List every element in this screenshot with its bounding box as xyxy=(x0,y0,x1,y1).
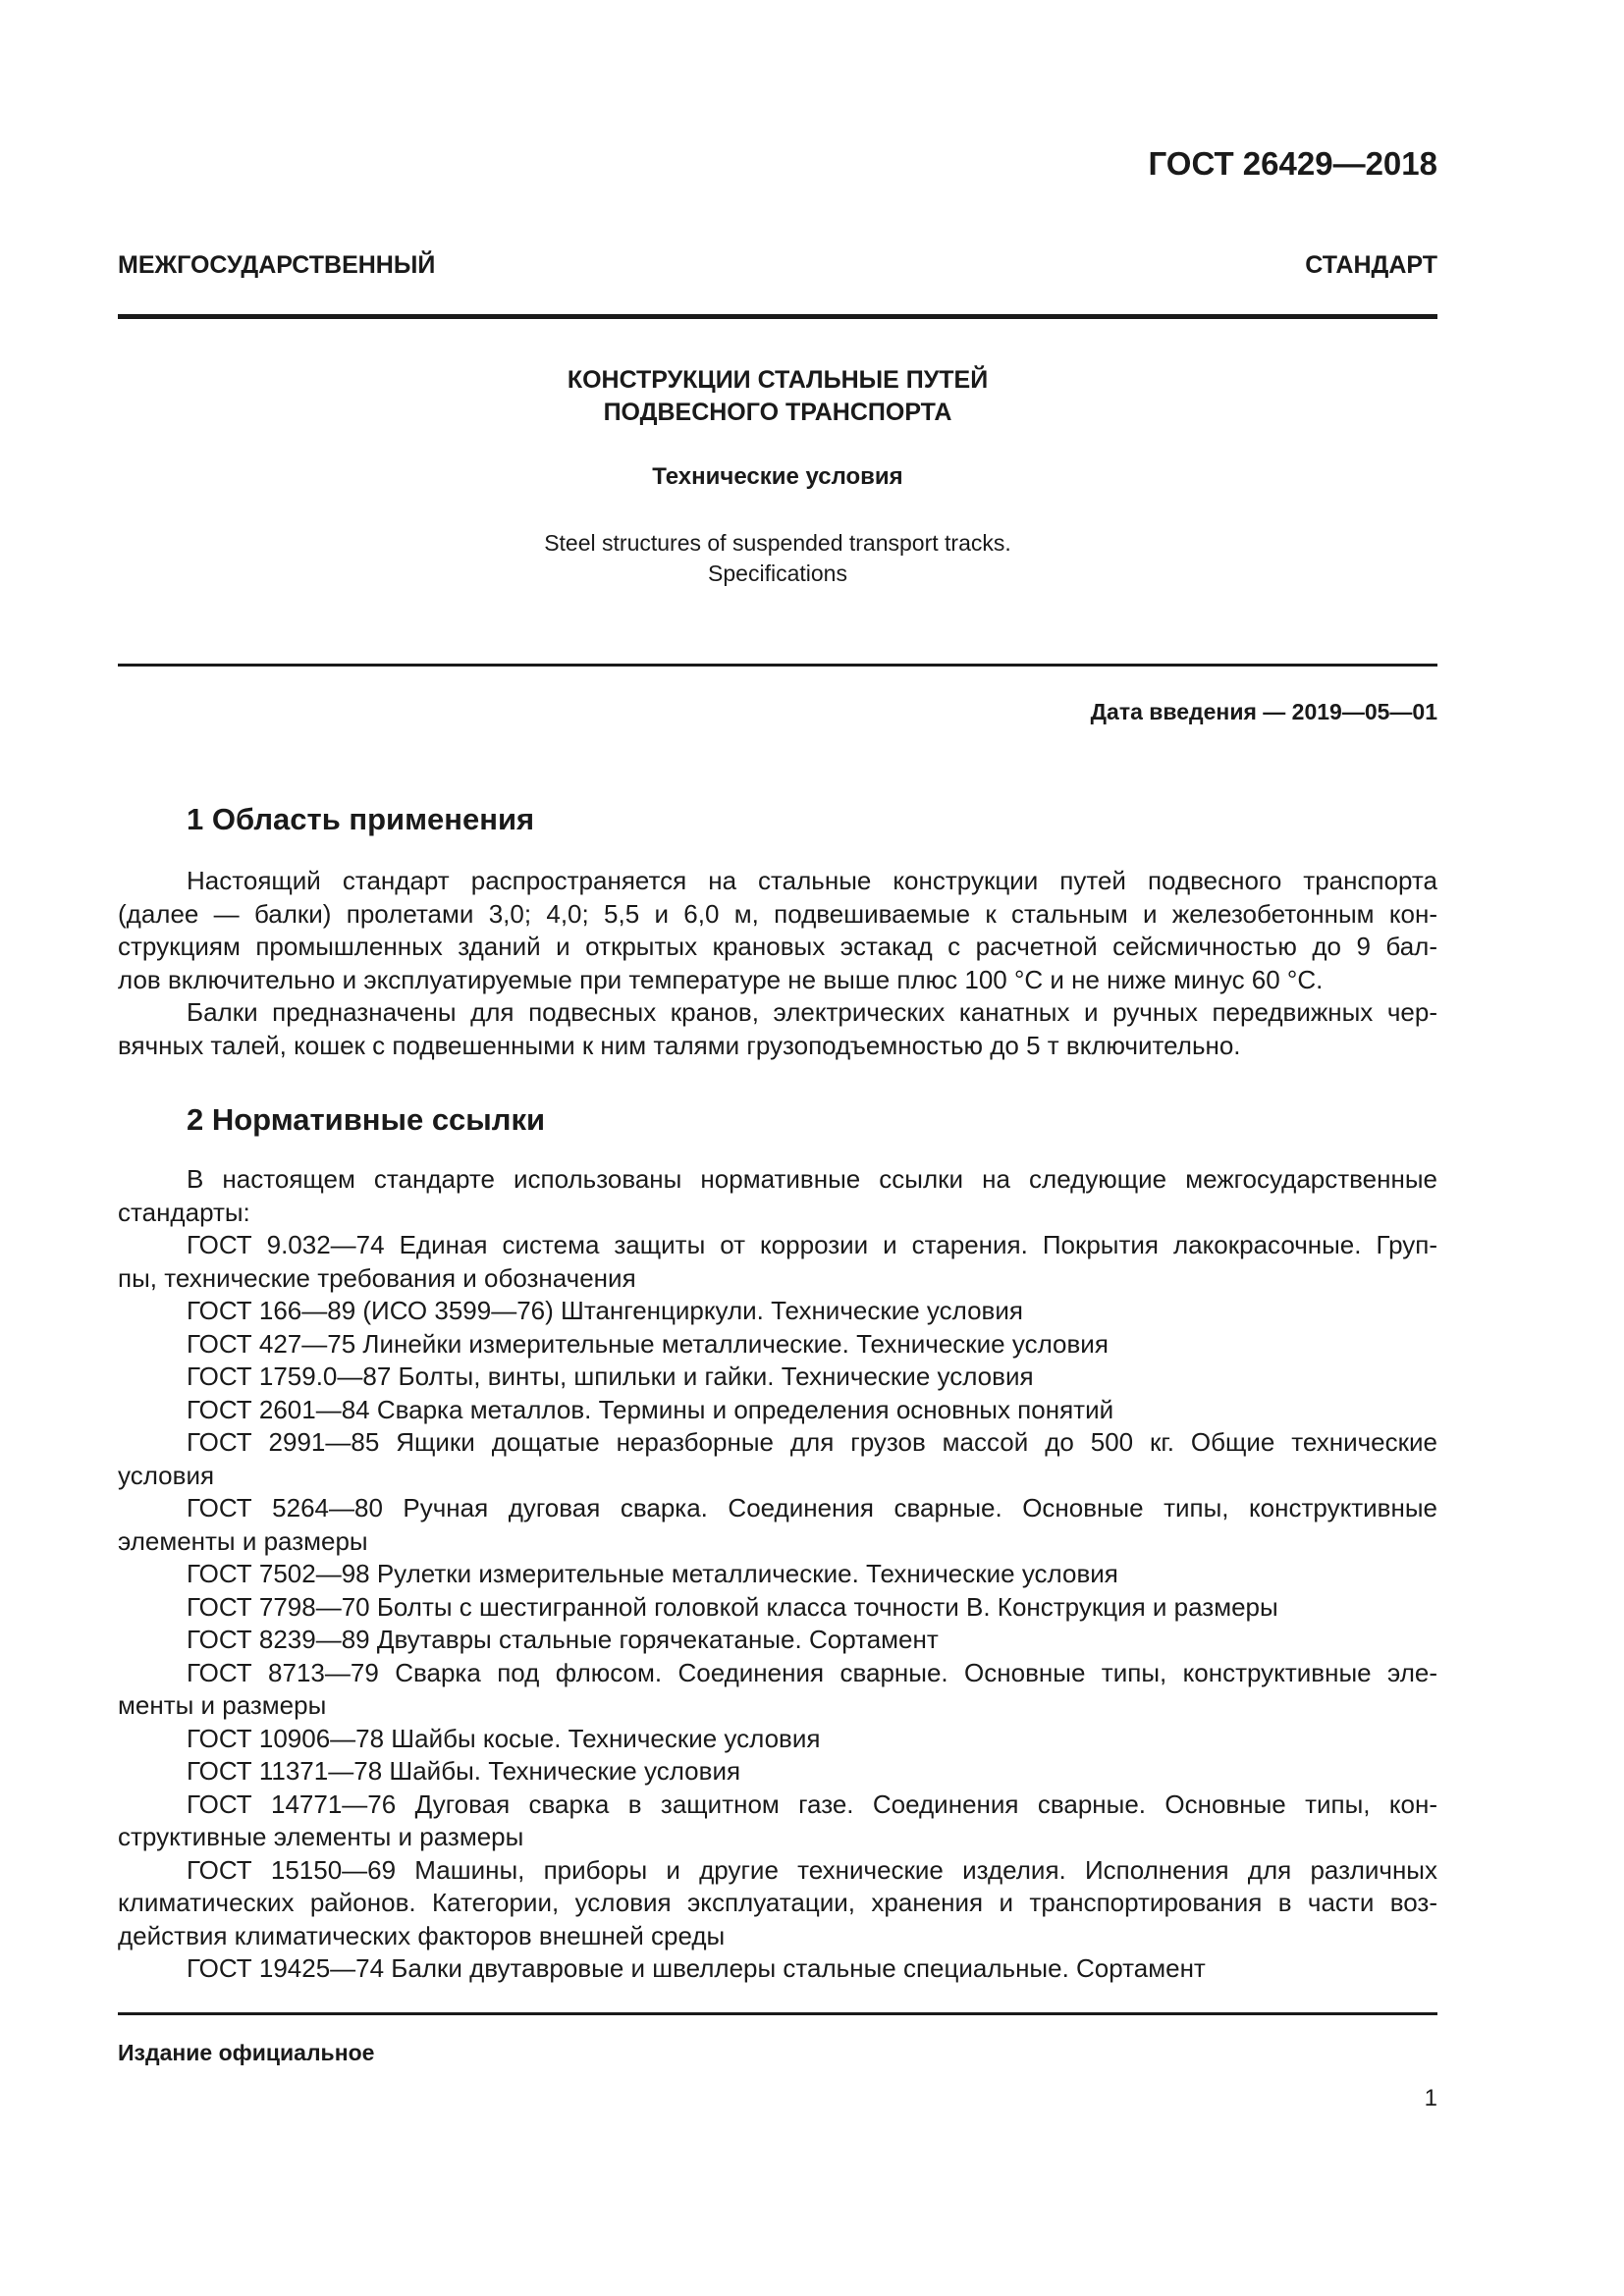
text-line: ГОСТ 15150—69 Машины, приборы и другие технические изделия. Исполнения для различных xyxy=(187,1854,1437,1885)
text-line: действия климатических факторов внешней среды xyxy=(118,1920,726,1950)
section-heading: 1 Область применения xyxy=(187,802,535,836)
text-line: ГОСТ 7502—98 Рулетки измерительные металлические. Технические условия xyxy=(187,1559,1118,1588)
paragraph xyxy=(118,1394,1437,1427)
paragraph xyxy=(118,1624,1437,1657)
text-line: Балки предназначены для подвесных кранов, электрических канатных и ручных передвижных чер- xyxy=(187,997,1437,1027)
text-line: стандарты: xyxy=(118,1197,250,1227)
title-line: ПОДВЕСНОГО ТРАНСПОРТА xyxy=(603,399,952,426)
divider xyxy=(118,664,1437,667)
english-title xyxy=(118,528,1437,589)
english-title-line: Specifications xyxy=(708,561,847,586)
text-line: струкциям промышленных зданий и открытых крановых эстакад с расчетной сейсмичностью до 9 бал- xyxy=(118,932,1437,961)
edition-label: Издание официальное xyxy=(118,2040,375,2065)
text-line: ГОСТ 10906—78 Шайбы косые. Технические условия xyxy=(187,1723,821,1753)
text-line: менты и размеры xyxy=(118,1690,327,1720)
text-line: (далее — балки) пролетами 3,0; 4,0; 5,5 и 6,0 м, подвешиваемые к стальным и железобетонным кон- xyxy=(118,898,1437,929)
divider xyxy=(118,314,1437,319)
paragraph xyxy=(118,1295,1437,1328)
text-line: ГОСТ 19425—74 Балки двутавровые и швеллеры стальные специальные. Сортамент xyxy=(187,1953,1206,1983)
text-line: структивные элементы и размеры xyxy=(118,1822,524,1851)
text-line: вячных талей, кошек с подвешенными к ним талями грузоподъемностью до 5 т включительно. xyxy=(118,1030,1241,1060)
paragraph xyxy=(118,1426,1437,1492)
english-title-line: Steel structures of suspended transport tracks. xyxy=(544,530,1011,556)
paragraph xyxy=(118,1789,1437,1854)
text-line: пы, технические требования и обозначения xyxy=(118,1262,636,1293)
text-line: ГОСТ 9.032—74 Единая система защиты от коррозии и старения. Покрытия лакокрасочные. Груп- xyxy=(187,1230,1437,1259)
paragraph xyxy=(118,1723,1437,1756)
text-line: ГОСТ 1759.0—87 Болты, винты, шпильки и гайки. Технические условия xyxy=(187,1362,1034,1391)
text-line: ГОСТ 8239—89 Двутавры стальные горячекатаные. Сортамент xyxy=(187,1625,939,1654)
text-line: лов включительно и эксплуатируемые при температуре не выше плюс 100 °С и не ниже минус 60 °С. xyxy=(118,964,1324,994)
paragraph xyxy=(118,865,1437,996)
text-line: ГОСТ 11371—78 Шайбы. Технические условия xyxy=(187,1756,741,1786)
title-line: КОНСТРУКЦИИ СТАЛЬНЫЕ ПУТЕЙ xyxy=(567,366,989,394)
text-line: ГОСТ 2601—84 Сварка металлов. Термины и определения основных понятий xyxy=(187,1394,1114,1424)
text-line: климатических районов. Категории, условия эксплуатации, хранения и транспортирования в части воз- xyxy=(118,1888,1437,1917)
text-line: ГОСТ 8713—79 Сварка под флюсом. Соединения сварные. Основные типы, конструктивные эле- xyxy=(187,1657,1437,1687)
text-line: ГОСТ 2991—85 Ящики дощатые неразборные для грузов массой до 500 кг. Общие технические xyxy=(187,1427,1437,1457)
text-line: Настоящий стандарт распространяется на стальные конструкции путей подвесного транспорта xyxy=(187,866,1437,895)
paragraph xyxy=(118,1163,1437,1229)
paragraph xyxy=(118,1361,1437,1394)
category-word: МЕЖГОСУДАРСТВЕННЫЙ xyxy=(118,251,436,279)
standard-category xyxy=(118,251,1437,280)
paragraph xyxy=(118,1229,1437,1295)
introduction-date: Дата введения — 2019—05—01 xyxy=(1090,699,1437,724)
paragraph xyxy=(118,1854,1437,1953)
section-body xyxy=(118,865,1437,1062)
text-line: условия xyxy=(118,1460,215,1490)
page-number: 1 xyxy=(1424,2085,1437,2111)
paragraph xyxy=(118,1328,1437,1362)
text-line: ГОСТ 166—89 (ИСО 3599—76) Штангенциркули. Технические условия xyxy=(187,1296,1023,1325)
paragraph xyxy=(118,1558,1437,1591)
text-line: ГОСТ 14771—76 Дуговая сварка в защитном газе. Соединения сварные. Основные типы, кон- xyxy=(187,1789,1437,1819)
paragraph xyxy=(118,1591,1437,1625)
section-heading: 2 Нормативные ссылки xyxy=(187,1102,546,1137)
divider xyxy=(118,2012,1437,2015)
section-body xyxy=(118,1163,1437,1986)
text-line: В настоящем стандарте использованы нормативные ссылки на следующие межгосударственные xyxy=(187,1164,1437,1194)
text-line: ГОСТ 5264—80 Ручная дуговая сварка. Соединения сварные. Основные типы, конструктивные xyxy=(187,1493,1437,1522)
document-title xyxy=(118,364,1437,429)
category-word: СТАНДАРТ xyxy=(1305,251,1437,279)
paragraph xyxy=(118,996,1437,1062)
text-line: ГОСТ 427—75 Линейки измерительные металлические. Технические условия xyxy=(187,1328,1109,1359)
text-line: элементы и размеры xyxy=(118,1525,368,1556)
text-line: ГОСТ 7798—70 Болты с шестигранной головкой класса точности В. Конструкция и размеры xyxy=(187,1591,1278,1622)
document-subtitle: Технические условия xyxy=(652,463,903,490)
paragraph xyxy=(118,1492,1437,1558)
paragraph xyxy=(118,1755,1437,1789)
document-number: ГОСТ 26429—2018 xyxy=(1148,145,1437,182)
paragraph xyxy=(118,1952,1437,1986)
paragraph xyxy=(118,1657,1437,1723)
